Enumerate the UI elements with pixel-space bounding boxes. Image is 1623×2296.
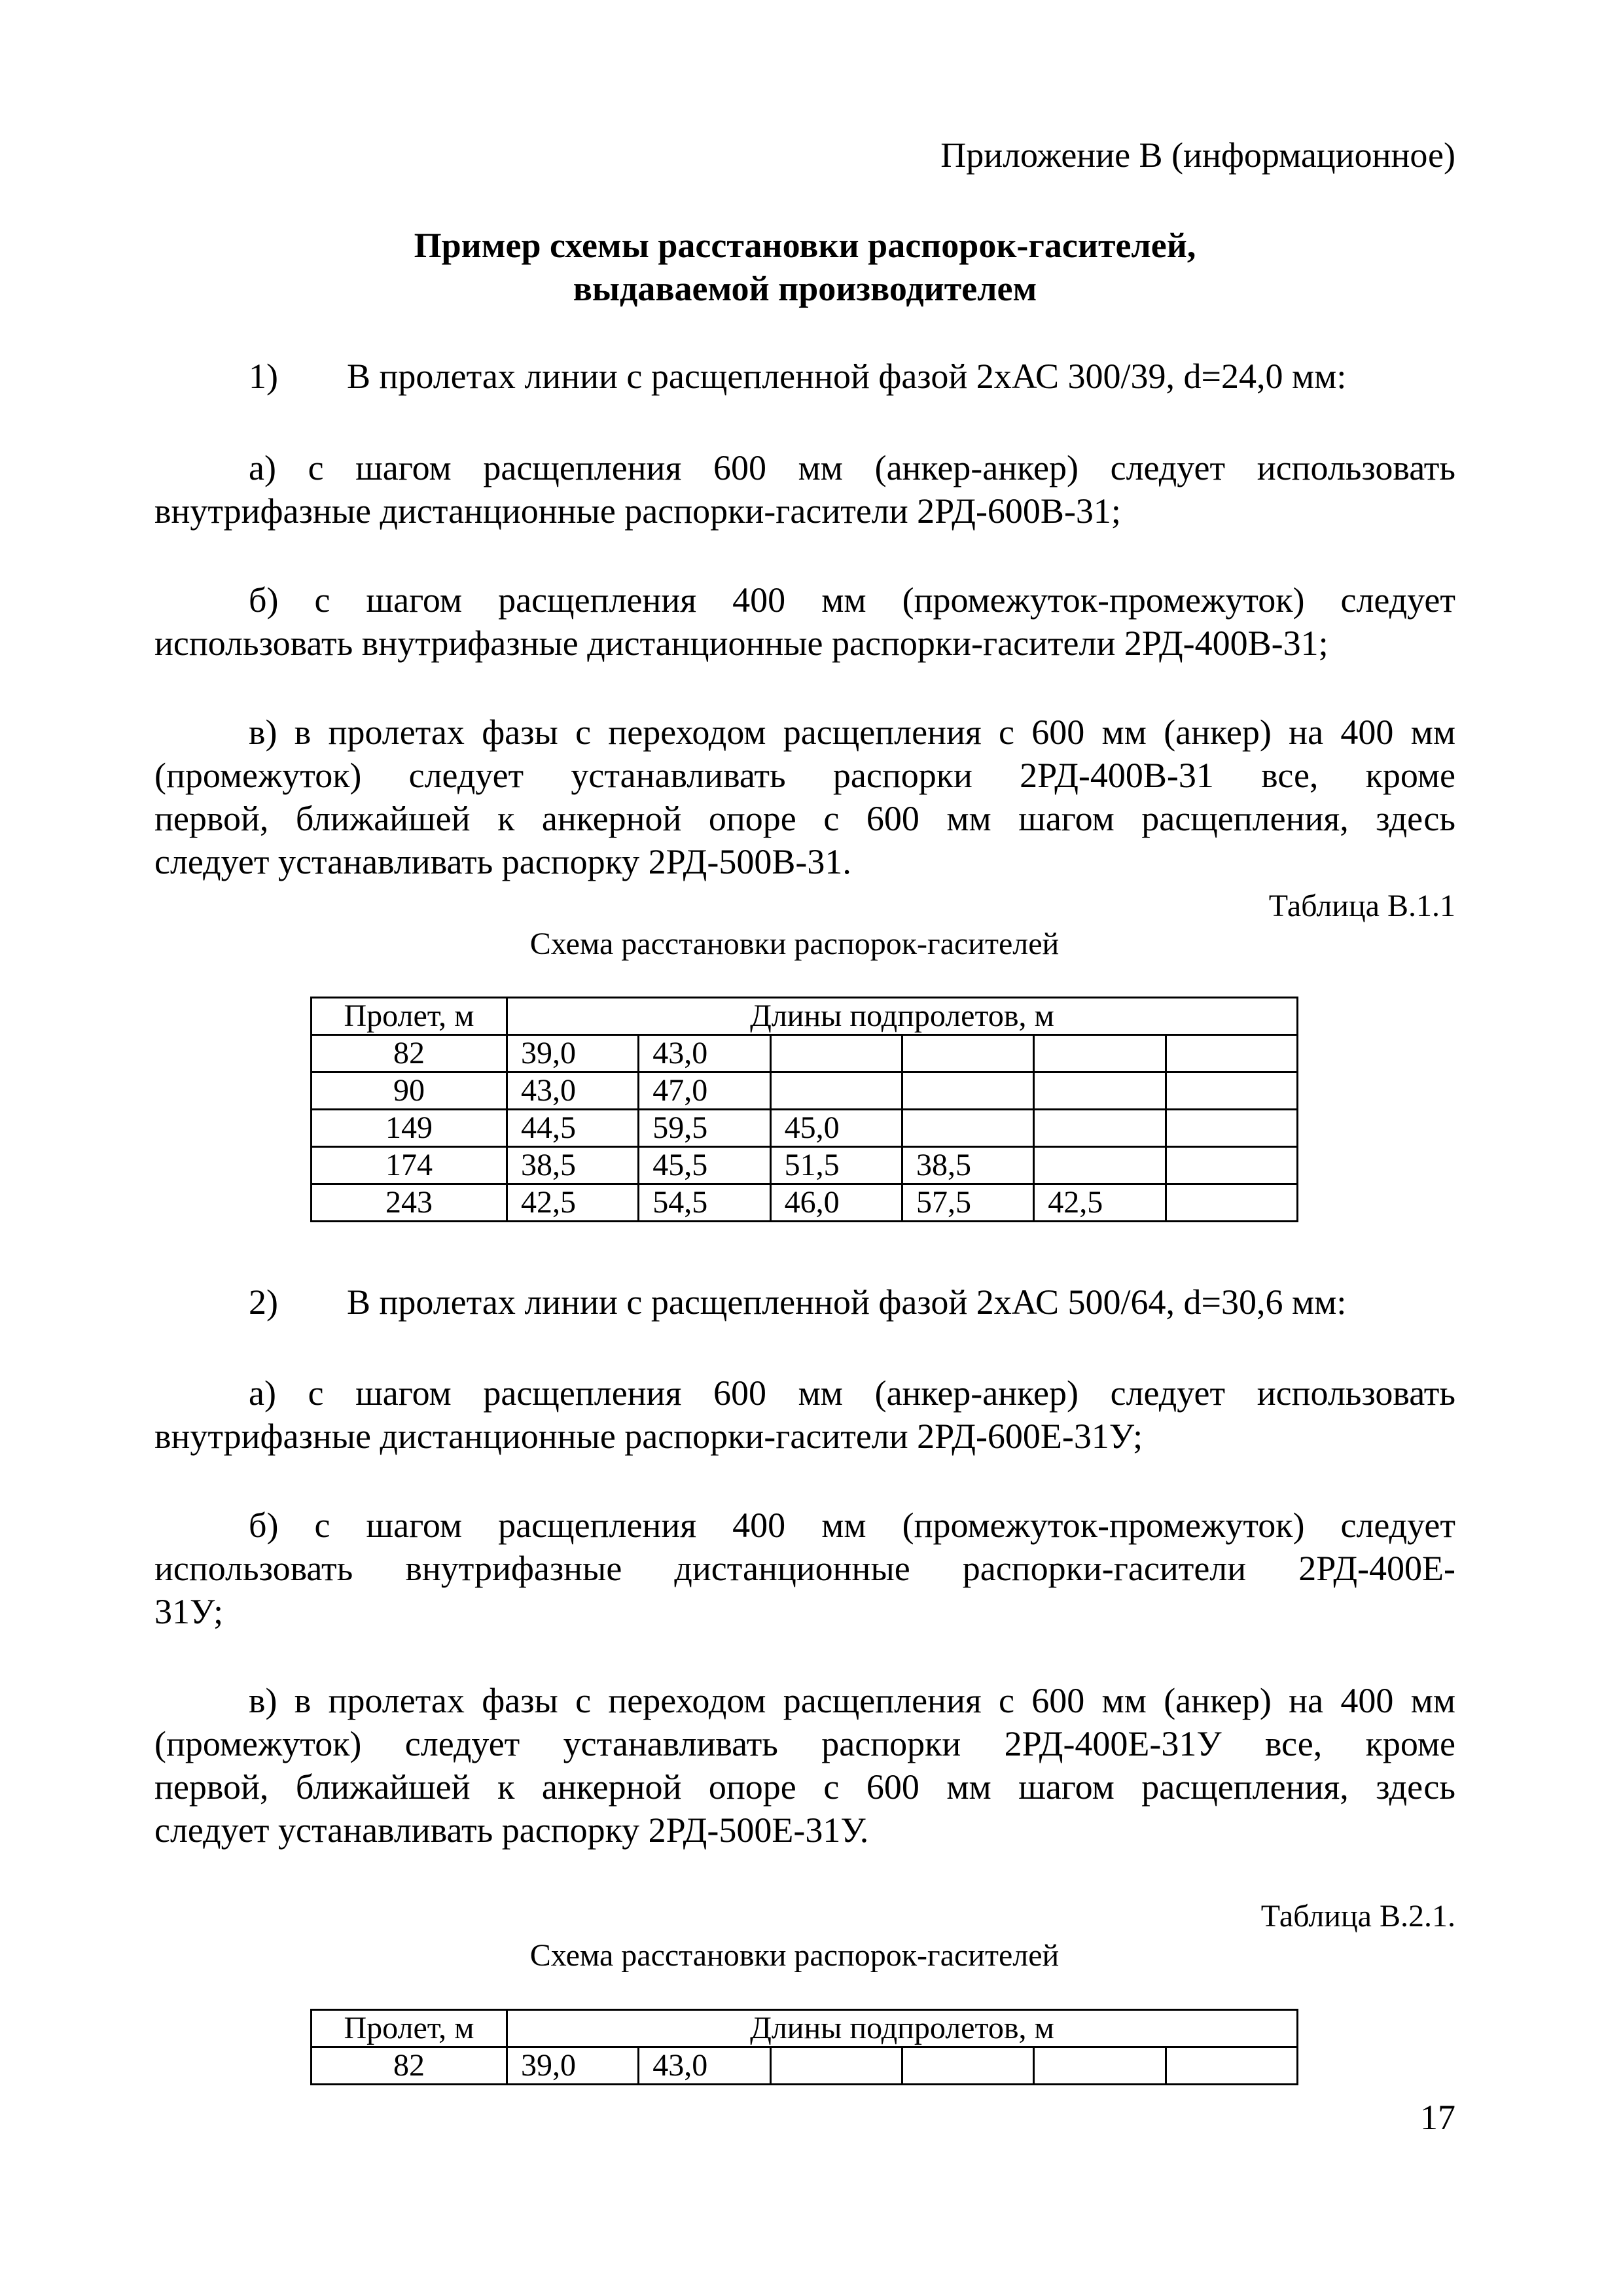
section-1-number: 1) [249,357,278,396]
length-cell: 57,5 [902,1184,1033,1222]
section-2-item-b-line-3: 31У; [154,1592,224,1631]
length-cell [1166,1110,1297,1147]
table-1 [310,997,1298,1222]
table-row [312,1184,1298,1222]
section-2-item-c-line-2: (промежуток) следует устанавливать распорки 2РД-400Е-31У все, кроме [154,1724,1455,1763]
length-cell: 43,0 [639,1035,770,1072]
table-row [312,1072,1298,1110]
length-cell [902,2047,1033,2085]
length-cell [770,1072,902,1110]
length-cell [902,1072,1033,1110]
section-1-item-b-line-1: б) с шагом расщепления 400 мм (промежуток-промежуток) следует [249,580,1455,620]
header-lengths-cell: Длины подпролетов, м [507,998,1297,1035]
section-2-item-b-line-1: б) с шагом расщепления 400 мм (промежуток-промежуток) следует [249,1506,1455,1545]
length-cell [1034,1110,1166,1147]
title-line-2: выдаваемой производителем [573,269,1037,308]
length-cell [1166,1147,1297,1184]
section-1-item-c-line-4: следует устанавливать распорку 2РД-500В-31. [154,842,851,881]
table-1-header-row [312,998,1298,1035]
table-row [312,1035,1298,1072]
length-cell: 39,0 [507,1035,638,1072]
table-2-label: Таблица В.2.1. [1260,1899,1455,1934]
section-1-heading: В пролетах линии с расщепленной фазой 2хАС 300/39, d=24,0 мм: [347,357,1347,396]
length-cell: 38,5 [507,1147,638,1184]
table-row [312,1110,1298,1147]
length-cell [1166,1035,1297,1072]
table-row [312,2047,1298,2085]
section-2-item-c-line-1: в) в пролетах фазы с переходом расщепления с 600 мм (анкер) на 400 мм [249,1681,1455,1720]
span-cell: 82 [312,1035,507,1072]
section-1-item-c-line-2: (промежуток) следует устанавливать распорки 2РД-400В-31 все, кроме [154,756,1455,795]
header-span-cell: Пролет, м [312,2010,507,2047]
title-line-1: Пример схемы расстановки распорок-гасителей, [414,226,1196,265]
section-1-item-a-line-1: а) с шагом расщепления 600 мм (анкер-анкер) следует использовать [249,448,1455,487]
section-1-item-a-line-2: внутрифазные дистанционные распорки-гасители 2РД-600В-31; [154,491,1121,531]
table-row [312,1147,1298,1184]
length-cell [1166,2047,1297,2085]
length-cell: 54,5 [639,1184,770,1222]
length-cell [1166,1072,1297,1110]
length-cell: 42,5 [507,1184,638,1222]
length-cell: 43,0 [507,1072,638,1110]
section-2-item-c-line-3: первой, ближайшей к анкерной опоре с 600 мм шагом расщепления, здесь [154,1767,1455,1807]
table-2-caption: Схема расстановки распорок-гасителей [529,1938,1060,1973]
section-1-item-c-line-1: в) в пролетах фазы с переходом расщепления с 600 мм (анкер) на 400 мм [249,713,1455,752]
section-2-item-c-line-4: следует устанавливать распорку 2РД-500Е-31У. [154,1810,869,1850]
length-cell: 44,5 [507,1110,638,1147]
span-cell: 82 [312,2047,507,2085]
appendix-label: Приложение В (информационное) [940,135,1455,175]
length-cell: 45,0 [770,1110,902,1147]
span-cell: 149 [312,1110,507,1147]
section-2-heading: В пролетах линии с расщепленной фазой 2хАС 500/64, d=30,6 мм: [347,1282,1347,1322]
header-lengths-cell: Длины подпролетов, м [507,2010,1297,2047]
length-cell: 39,0 [507,2047,638,2085]
table-2-header-row [312,2010,1298,2047]
length-cell: 51,5 [770,1147,902,1184]
table-1-label: Таблица В.1.1 [1268,889,1455,923]
section-2-item-a-line-1: а) с шагом расщепления 600 мм (анкер-анкер) следует использовать [249,1373,1455,1413]
length-cell [770,2047,902,2085]
length-cell: 38,5 [902,1147,1033,1184]
length-cell: 46,0 [770,1184,902,1222]
length-cell [902,1110,1033,1147]
header-span-cell: Пролет, м [312,998,507,1035]
span-cell: 90 [312,1072,507,1110]
length-cell: 59,5 [639,1110,770,1147]
length-cell [1034,1035,1166,1072]
page-number: 17 [1420,2098,1455,2137]
table-2 [310,2009,1298,2085]
length-cell [1034,2047,1166,2085]
section-2-number: 2) [249,1282,278,1322]
span-cell: 243 [312,1184,507,1222]
section-2-item-a-line-2: внутрифазные дистанционные распорки-гасители 2РД-600Е-31У; [154,1417,1143,1456]
length-cell [770,1035,902,1072]
span-cell: 174 [312,1147,507,1184]
section-2-item-b-line-2: использовать внутрифазные дистанционные распорки-гасители 2РД-400Е- [154,1549,1455,1588]
section-1-item-b-line-2: использовать внутрифазные дистанционные распорки-гасители 2РД-400В-31; [154,624,1329,663]
length-cell [1034,1072,1166,1110]
length-cell [1034,1147,1166,1184]
table-1-caption: Схема расстановки распорок-гасителей [529,927,1060,961]
length-cell: 42,5 [1034,1184,1166,1222]
section-1-item-c-line-3: первой, ближайшей к анкерной опоре с 600 мм шагом расщепления, здесь [154,799,1455,838]
length-cell: 45,5 [639,1147,770,1184]
length-cell: 47,0 [639,1072,770,1110]
length-cell [1166,1184,1297,1222]
length-cell: 43,0 [639,2047,770,2085]
length-cell [902,1035,1033,1072]
